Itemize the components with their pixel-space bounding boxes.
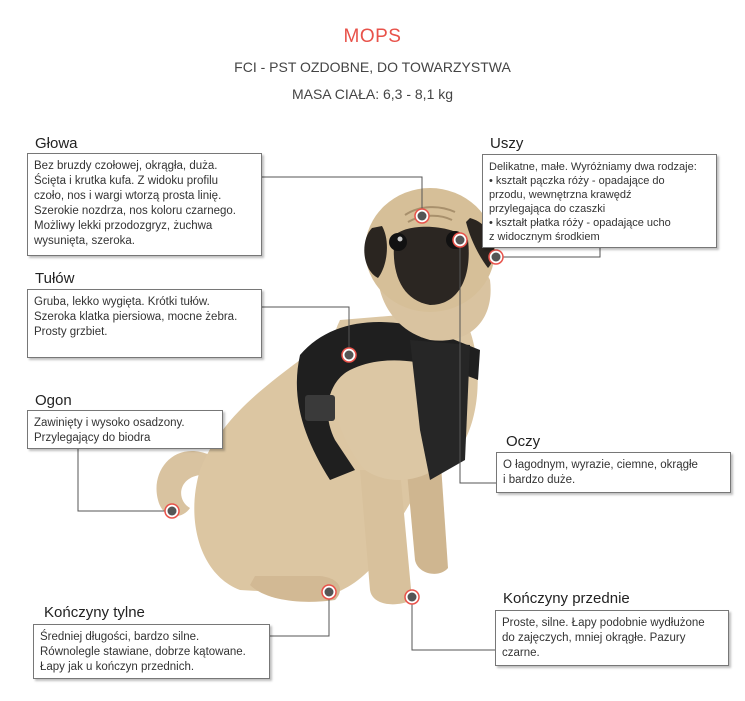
- connector-konczyny-przednie: [412, 597, 495, 650]
- connector-ogon: [78, 448, 171, 511]
- konczyny-tylne-line: Równolegle stawiane, dobrze kątowane.: [40, 646, 246, 658]
- uszy-box: [482, 154, 717, 248]
- oczy-heading: Oczy: [506, 433, 541, 450]
- oczy-line: i bardzo duże.: [503, 474, 576, 486]
- glowa-heading: Głowa: [35, 135, 78, 152]
- glowa-line: czoło, nos i wargi wtorzą prosta linię.: [34, 190, 222, 202]
- tulow-heading: Tułów: [35, 270, 75, 287]
- konczyny-tylne-box: [33, 624, 270, 679]
- connector-konczyny-tylne: [268, 592, 329, 636]
- uszy-line: przylegająca do czaszki: [489, 203, 606, 215]
- tulow-line: Prosty grzbiet.: [34, 326, 108, 338]
- konczyny-tylne-line: Średniej długości, bardzo silne.: [40, 631, 200, 643]
- konczyny-przednie-line: Proste, silne. Łapy podobnie wydłużone: [502, 617, 705, 629]
- page-title: MOPS: [343, 26, 402, 47]
- ogon-line: Przylegający do biodra: [34, 432, 151, 444]
- ogon-heading: Ogon: [35, 392, 72, 409]
- connector-glowa: [262, 177, 422, 216]
- konczyny-przednie-heading: Kończyny przednie: [503, 590, 630, 607]
- marker-konczyny-tylne: [322, 585, 336, 599]
- tulow-box: [27, 289, 262, 358]
- marker-ogon: [165, 504, 179, 518]
- konczyny-przednie-line: do zajęczych, mniej okrągłe. Pazury: [502, 632, 686, 644]
- uszy-line: z widocznym środkiem: [489, 231, 600, 243]
- oczy-box: [496, 452, 731, 493]
- konczyny-przednie-box: [495, 610, 729, 666]
- uszy-line: • kształt pączka róży - opadające do: [489, 175, 665, 187]
- markers: [165, 209, 503, 604]
- oczy-line: O łagodnym, wyrazie, ciemne, okrągłe: [503, 459, 698, 471]
- marker-tulow: [342, 348, 356, 362]
- uszy-line: • kształt płatka róży - opadające ucho: [489, 217, 671, 229]
- connector-uszy: [496, 248, 600, 257]
- tulow-line: Szeroka klatka piersiowa, mocne żebra.: [34, 311, 238, 323]
- breed-group: FCI - PST OZDOBNE, DO TOWARZYSTWA: [234, 59, 511, 75]
- marker-oczy: [453, 233, 467, 247]
- glowa-line: Szerokie nozdrza, nos koloru czarnego.: [34, 205, 236, 217]
- glowa-line: wysunięta, szeroka.: [34, 235, 135, 247]
- connector-tulow: [262, 307, 349, 354]
- tulow-line: Gruba, lekko wygięta. Krótki tułów.: [34, 296, 210, 308]
- marker-glowa: [415, 209, 429, 223]
- ogon-box: [27, 410, 223, 449]
- body-weight: MASA CIAŁA: 6,3 - 8,1 kg: [291, 86, 454, 102]
- uszy-line: przodu, wewnętrzna krawędź: [489, 189, 632, 201]
- glowa-line: Możliwy lekki przodozgryz, żuchwa: [34, 220, 213, 232]
- konczyny-tylne-heading: Kończyny tylne: [44, 604, 145, 621]
- marker-uszy: [489, 250, 503, 264]
- connector-oczy: [460, 240, 496, 483]
- glowa-line: Ścięta i krutka kufa. Z widoku profilu: [34, 175, 219, 187]
- glowa-box: [27, 153, 262, 256]
- ogon-line: Zawinięty i wysoko osadzony.: [34, 417, 185, 429]
- konczyny-przednie-line: czarne.: [502, 647, 540, 659]
- konczyny-tylne-line: Łapy jak u kończyn przednich.: [40, 661, 195, 673]
- glowa-line: Bez bruzdy czołowej, okrągła, duża.: [34, 160, 218, 172]
- uszy-heading: Uszy: [490, 135, 524, 152]
- uszy-line: Delikatne, małe. Wyróżniamy dwa rodzaje:: [489, 161, 697, 173]
- marker-konczyny-przednie: [405, 590, 419, 604]
